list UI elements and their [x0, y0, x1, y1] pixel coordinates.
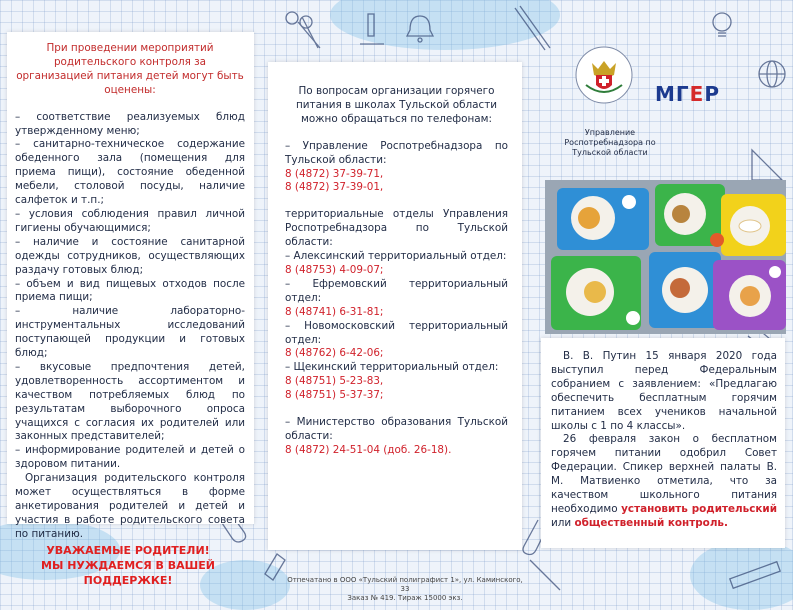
rospotrebnadzor-caption: Управление Роспотребнадзора по Тульской области [564, 128, 656, 157]
contact-label: – Министерство образования Тульской области: [285, 416, 508, 442]
contact-label: – Щекинский территориальный отдел: [285, 361, 499, 374]
pencil-icon [530, 560, 560, 590]
appeal-line: УВАЖАЕМЫЕ РОДИТЕЛИ! [46, 544, 210, 557]
contacts-intro: По вопросам организации горячего питания в школах Тульской области можно обращаться по телефонам: [295, 85, 498, 125]
phone-number: 8 (48762) 6-42-06; [285, 347, 384, 360]
contacts-text [285, 85, 508, 458]
phone-number: 8 (4872) 37-39-01, [285, 181, 384, 194]
scissors-icon [286, 12, 320, 48]
list-item: – вкусовые предпочтения детей, удовлетворенность ассортиментом и качеством потребляемых блюд по результатам выборочного опроса учащихся с согласия их родителей или законных представителей; [15, 360, 245, 443]
list-item: – наличие лабораторно-инструментальных исследований поступающей продукции и готовых блюд; [15, 305, 245, 360]
parental-control-text [15, 42, 245, 542]
microscope-icon [360, 14, 384, 44]
parental-control-intro: При проведении мероприятий родительского контроля за организацией питания детей могут быть оценены: [16, 42, 244, 96]
ruler-icon [730, 562, 780, 588]
highlight-public-control: общественный контроль [574, 516, 725, 529]
news-text: . [724, 516, 728, 529]
bell-icon [407, 16, 433, 42]
list-item: – условия соблюдения правил личной гигиены обучающимися; [15, 207, 245, 234]
news-text: или [551, 516, 572, 529]
mger-logo [655, 82, 720, 106]
list-item: – соответствие реализуемых блюд утвержденному меню; [15, 110, 245, 137]
rocket-icon [265, 554, 285, 580]
appeal-line: МЫ НУЖДАЕМСЯ В ВАШЕЙ ПОДДЕРЖКЕ! [41, 559, 215, 587]
news-paragraph [551, 433, 777, 530]
law-news-text [551, 350, 777, 531]
phone-number: 8 (4872) 37-39-71, [285, 167, 384, 180]
phone-number: 8 (4872) 24-51-04 (доб. 26-18). [285, 443, 452, 456]
logo-part: МГ [655, 82, 690, 106]
list-item: – наличие и состояние санитарной одежды сотрудников, осуществляющих раздачу готовых блюд; [15, 235, 245, 276]
parental-control-closing: Организация родительского контроля может осуществляться в форме анкетирования родителей и детей и участия в работе родительского совета по питанию. [15, 472, 245, 540]
news-paragraph: В. В. Путин 15 января 2020 года выступил перед Федеральным собранием с заявлением: «Предлагаю обеспечить бесплатным горячим питанием всех учеников начальной школы с 1 по 4 классы». [551, 350, 777, 432]
contact-label: – Ефремовский территориальный отдел: [285, 277, 508, 304]
lightbulb-icon [713, 13, 731, 36]
contact-label: – Новомосковский территориальный отдел: [285, 319, 508, 346]
highlight-parental-control: установить родительский [621, 502, 777, 515]
list-item: – объем и вид пищевых отходов после приема пищи; [15, 277, 245, 304]
logo-part: Р [704, 82, 720, 106]
print-imprint [285, 576, 525, 603]
school-lunch-photo [545, 180, 786, 334]
contact-label: – Алексинский территориальный отдел: [285, 250, 507, 263]
list-item: – санитарно-техническое содержание обеденного зала (помещения для приема пищи), состояние обеденной мебели, столовой посуды, наличие салфеток и т.п.; [15, 138, 245, 207]
contact-label: территориальные отделы Управления Роспотребнадзора по Тульской области: [285, 208, 508, 249]
contact-label: – Управление Роспотребнадзора по Тульской области: [285, 139, 508, 166]
phone-number: 8 (48751) 5-23-83, [285, 375, 384, 388]
phone-number: 8 (48741) 6-31-81; [285, 305, 384, 318]
list-item: – информирование родителей и детей о здоровом питании. [15, 444, 245, 471]
phone-number: 8 (48753) 4-09-07; [285, 263, 384, 276]
imprint-line: Заказ № 419. Тираж 15000 экз. [347, 594, 463, 602]
phone-number: 8 (48751) 5-37-37; [285, 389, 384, 402]
logo-part: Е [689, 82, 705, 106]
imprint-line: Отпечатано в ООО «Тульский полиграфист 1», ул. Каминского, 33 [287, 576, 523, 593]
appeal-to-parents [0, 543, 256, 588]
rospotrebnadzor-emblem [574, 45, 634, 105]
pencil-icon [515, 6, 550, 50]
logo-area [560, 40, 770, 170]
news-text: 26 февраля закон о бесплатном горячем питании одобрил Совет Федерации. Спикер верхней палаты В. М. Матвиенко отметила, что за качеством школьного питания необходимо [551, 433, 777, 515]
